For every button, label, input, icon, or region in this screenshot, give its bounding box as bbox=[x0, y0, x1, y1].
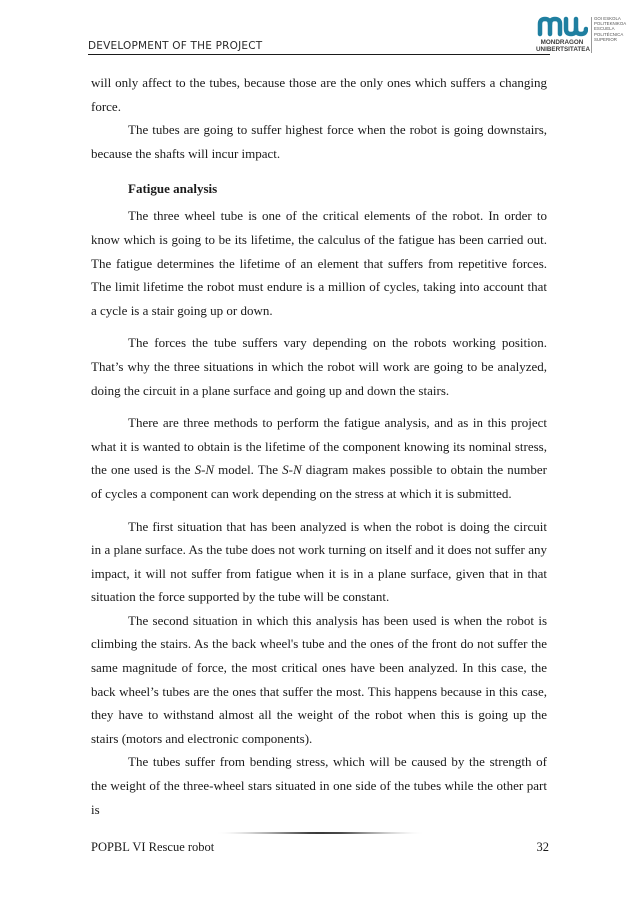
header-rule bbox=[88, 54, 550, 55]
logo-separator bbox=[591, 17, 592, 53]
paragraph: The second situation in which this analysis has been used is when the robot is climbing the stairs. As the back wheel's tube and the ones of the front do not suffer the same magnitude of force, the most critical ones have been analyzed. In this case, the back wheel’s tubes are the ones that suffer the most. This happens because in this case, they have to withstand almost all the weight of the robot when this is going up the stairs (motors and electronic components). bbox=[91, 612, 547, 746]
header-title: DEVELOPMENT OF THE PROJECT bbox=[88, 40, 263, 52]
logo-school-line: ESCUELA bbox=[594, 26, 615, 32]
paragraph: will only affect to the tubes, because those are the only ones which suffers a changing force. bbox=[91, 75, 547, 114]
logo-mark-icon bbox=[536, 15, 588, 37]
university-logo bbox=[536, 15, 636, 55]
text-run: model. The bbox=[214, 462, 283, 478]
text-run: diagram makes possible to obtain the number of cycles a component can work depending on the stress at which it is submitted. bbox=[91, 462, 547, 501]
italic-term: S-N bbox=[282, 462, 302, 478]
logo-school-line: POLITEKNIKOA bbox=[594, 21, 627, 27]
footer-decoration bbox=[215, 831, 425, 835]
paragraph: The tubes are going to suffer highest force when the robot is going downstairs, because the shafts will incur impact. bbox=[91, 122, 547, 161]
page-body bbox=[91, 71, 547, 821]
logo-school-line: POLITÉCNICA bbox=[594, 31, 624, 37]
page-header bbox=[88, 18, 550, 58]
logo-school-text bbox=[594, 16, 636, 42]
section-heading: Fatigue analysis bbox=[128, 181, 218, 197]
paragraph bbox=[91, 411, 547, 505]
page-number: 32 bbox=[536, 840, 549, 854]
logo-name-line2: UNIBERTSITATEA bbox=[536, 46, 590, 53]
paragraph: The three wheel tube is one of the critical elements of the robot. In order to know which is going to be its lifetime, the calculus of the fatigue has been carried out. The fatigue determines the lifetime of an element that suffers from repetitive forces. The limit lifetime the robot must endure is a million of cycles, taking into account that a cycle is a stair going up or down. bbox=[91, 208, 547, 318]
italic-term: S-N bbox=[194, 462, 215, 478]
paragraph: The tubes suffer from bending stress, which will be caused by the strength of the weight of the three-wheel stars situated in one side of the tubes while the other part is bbox=[91, 754, 547, 817]
paragraph: The forces the tube suffers vary depending on the robots working position. That’s why the three situations in which the robot will work are going to be analyzed, doing the circuit in a plane surface and going up and down the stairs. bbox=[91, 335, 547, 398]
text-run: There are three methods to perform the fatigue analysis, and as in this project what it is wanted to obtain is the lifetime of the component knowing its nominal stress, the one used is the bbox=[91, 415, 547, 478]
logo-name bbox=[536, 39, 588, 53]
footer-title: POPBL VI Rescue robot bbox=[91, 840, 215, 854]
logo-name-line1: MONDRAGON bbox=[540, 39, 584, 46]
logo-school-line: GOI ESKOLA bbox=[594, 16, 621, 21]
logo-school-line: SUPERIOR bbox=[594, 36, 617, 42]
paragraph: The first situation that has been analyzed is when the robot is doing the circuit in a plane surface. As the tube does not work turning on itself and it does not suffer any impact, it will not suffer from fatigue when it is in a plane surface, given that in that situation the force supported by the tube will be constant. bbox=[91, 518, 547, 605]
